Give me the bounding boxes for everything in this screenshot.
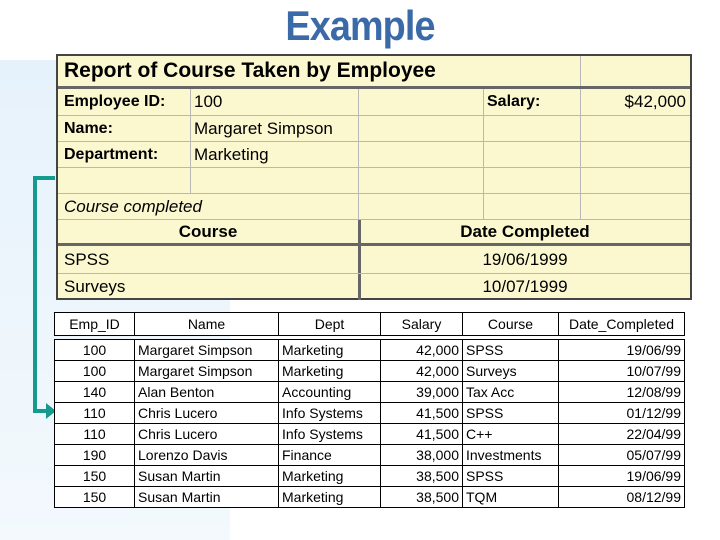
- cell-name: Margaret Simpson: [135, 361, 279, 382]
- cell-course: TQM: [463, 487, 559, 508]
- cell-emp-id: 100: [55, 361, 135, 382]
- employee-id-row: [58, 89, 690, 116]
- course-date: 10/07/1999: [482, 277, 568, 296]
- slide-title: Example: [285, 2, 435, 49]
- course-row: [58, 246, 690, 274]
- column-header-course: Course: [463, 313, 559, 336]
- course-name: Surveys: [64, 277, 126, 296]
- table-row: [55, 445, 685, 466]
- table-row: [55, 361, 685, 382]
- cell-emp-id: 140: [55, 382, 135, 403]
- column-header-salary: Salary: [381, 313, 463, 336]
- cell-salary: 41,500: [381, 403, 463, 424]
- course-name: SPSS: [64, 249, 110, 269]
- course-completed-row: [58, 194, 690, 220]
- cell-date: 10/07/99: [559, 361, 685, 382]
- cell-salary: 38,500: [381, 487, 463, 508]
- cell-emp-id: 110: [55, 403, 135, 424]
- table-row: [55, 403, 685, 424]
- cell-salary: 42,000: [381, 340, 463, 361]
- cell-emp-id: 100: [55, 340, 135, 361]
- employee-course-report: [56, 54, 692, 300]
- column-header-name: Name: [135, 313, 279, 336]
- date-column-header: Date Completed: [460, 221, 590, 241]
- table-row: [55, 466, 685, 487]
- cell-dept: Accounting: [279, 382, 381, 403]
- cell-course: Surveys: [463, 361, 559, 382]
- cell-date: 22/04/99: [559, 424, 685, 445]
- report-heading: Report of Course Taken by Employee: [64, 59, 436, 82]
- cell-name: Lorenzo Davis: [135, 445, 279, 466]
- cell-dept: Finance: [279, 445, 381, 466]
- department-row: [58, 142, 690, 168]
- cell-date: 19/06/99: [559, 466, 685, 487]
- employee-id-value: 100: [194, 92, 223, 111]
- department-label: Department:: [64, 145, 159, 163]
- column-header-dept: Dept: [279, 313, 381, 336]
- cell-name: Alan Benton: [135, 382, 279, 403]
- cell-emp-id: 190: [55, 445, 135, 466]
- employee-id-label: Employee ID:: [64, 93, 166, 110]
- arrow-connector-icon: [33, 409, 47, 413]
- cell-dept: Marketing: [279, 487, 381, 508]
- cell-course: SPSS: [463, 403, 559, 424]
- cell-dept: Info Systems: [279, 424, 381, 445]
- course-header-row: [58, 220, 690, 246]
- cell-date: 12/08/99: [559, 382, 685, 403]
- cell-salary: 41,500: [381, 424, 463, 445]
- section-label: Course completed: [64, 196, 202, 216]
- department-value: Marketing: [194, 144, 269, 164]
- cell-name: Margaret Simpson: [135, 340, 279, 361]
- cell-emp-id: 150: [55, 466, 135, 487]
- employee-course-table: [54, 312, 685, 508]
- cell-course: Investments: [463, 445, 559, 466]
- table-row: [55, 487, 685, 508]
- table-row: [55, 424, 685, 445]
- arrow-connector-icon: [33, 176, 37, 413]
- cell-salary: 38,000: [381, 445, 463, 466]
- report-heading-row: [58, 56, 690, 89]
- column-header-date-completed: Date_Completed: [559, 313, 685, 336]
- salary-label: Salary:: [487, 93, 541, 110]
- cell-date: 19/06/99: [559, 340, 685, 361]
- cell-name: Susan Martin: [135, 466, 279, 487]
- cell-dept: Marketing: [279, 466, 381, 487]
- column-header-emp-id: Emp_ID: [55, 313, 135, 336]
- course-date: 19/06/1999: [482, 249, 568, 269]
- name-row: [58, 116, 690, 142]
- cell-dept: Info Systems: [279, 403, 381, 424]
- cell-dept: Marketing: [279, 361, 381, 382]
- cell-dept: Marketing: [279, 340, 381, 361]
- table-header-row: [55, 313, 685, 336]
- salary-value: $42,000: [624, 92, 686, 111]
- cell-salary: 39,000: [381, 382, 463, 403]
- cell-date: 01/12/99: [559, 403, 685, 424]
- cell-course: SPSS: [463, 466, 559, 487]
- course-column-header: Course: [178, 221, 238, 241]
- cell-course: C++: [463, 424, 559, 445]
- cell-name: Susan Martin: [135, 487, 279, 508]
- course-row: [58, 274, 690, 300]
- cell-name: Chris Lucero: [135, 424, 279, 445]
- cell-emp-id: 110: [55, 424, 135, 445]
- name-value: Margaret Simpson: [194, 118, 333, 138]
- name-label: Name:: [64, 119, 113, 137]
- cell-date: 08/12/99: [559, 487, 685, 508]
- blank-row: [58, 168, 690, 194]
- table-row: [55, 340, 685, 361]
- cell-salary: 38,500: [381, 466, 463, 487]
- cell-course: Tax Acc: [463, 382, 559, 403]
- cell-name: Chris Lucero: [135, 403, 279, 424]
- cell-emp-id: 150: [55, 487, 135, 508]
- cell-course: SPSS: [463, 340, 559, 361]
- table-row: [55, 382, 685, 403]
- cell-date: 05/07/99: [559, 445, 685, 466]
- cell-salary: 42,000: [381, 361, 463, 382]
